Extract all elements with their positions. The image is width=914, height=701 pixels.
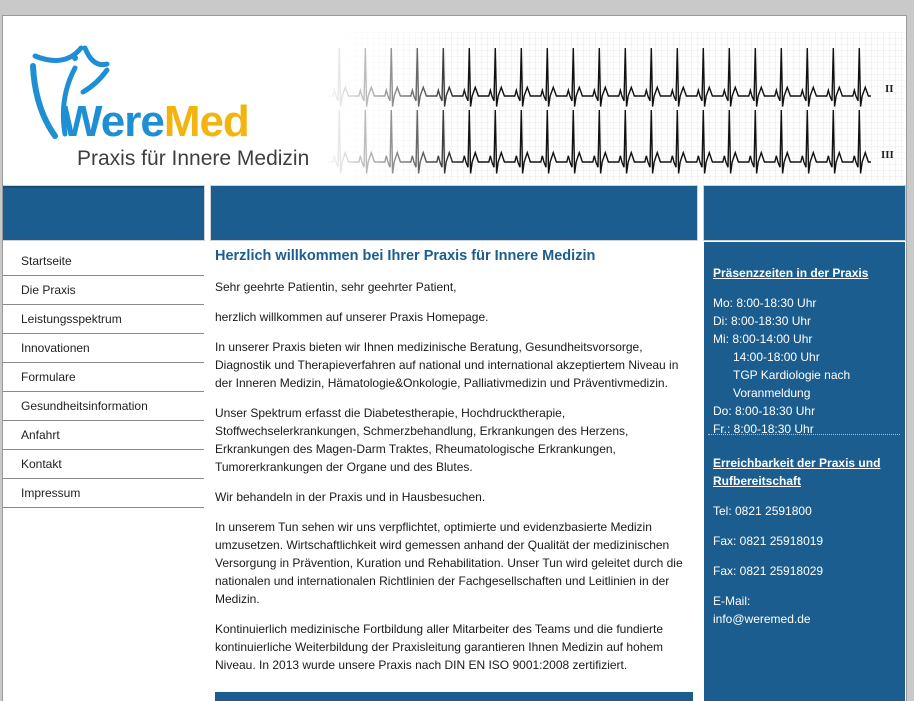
logo[interactable] bbox=[25, 38, 315, 178]
info-panel bbox=[704, 242, 905, 701]
hours-cardiology-note-2: Voranmeldung bbox=[733, 386, 811, 400]
contact-phone: Tel: 0821 2591800 bbox=[713, 504, 812, 518]
logo-subtitle: Praxis für Innere Medizin bbox=[77, 147, 310, 170]
nav-item-anfahrt[interactable]: Anfahrt bbox=[3, 421, 204, 450]
center-header-bar bbox=[211, 186, 697, 240]
contact-fax-2: Fax: 0821 25918029 bbox=[713, 564, 824, 578]
logo-word-part1: Were bbox=[61, 97, 164, 146]
ecg-lead-label-3: III bbox=[881, 149, 894, 161]
logo-wordmark bbox=[61, 97, 249, 146]
ecg-banner-image bbox=[325, 32, 905, 182]
right-sidebar bbox=[704, 186, 905, 701]
hours-friday: Fr.: 8:00-18:30 Uhr bbox=[713, 422, 814, 436]
hours-wednesday-afternoon: 14:00-18:00 Uhr bbox=[733, 350, 820, 364]
nav-item-startseite[interactable]: Startseite bbox=[3, 247, 204, 276]
main-content-column bbox=[211, 186, 697, 686]
hours-cardiology-note: TGP Kardiologie nach bbox=[733, 368, 851, 382]
left-column bbox=[3, 186, 204, 508]
hours-title: Präsenzzeiten in der Praxis bbox=[713, 266, 869, 280]
contact-title-line2[interactable]: Rufbereitschaft bbox=[713, 474, 802, 488]
nav-item-kontakt[interactable]: Kontakt bbox=[3, 450, 204, 479]
content-paragraph-home-visits: Wir behandeln in der Praxis und in Hausbesuchen. bbox=[215, 490, 486, 504]
nav-item-die-praxis[interactable]: Die Praxis bbox=[3, 276, 204, 305]
contact-fax-1: Fax: 0821 25918019 bbox=[713, 534, 824, 548]
nav-item-leistungsspektrum[interactable]: Leistungsspektrum bbox=[3, 305, 204, 334]
hours-thursday: Do: 8:00-18:30 Uhr bbox=[713, 404, 816, 418]
nav-item-formulare[interactable]: Formulare bbox=[3, 363, 204, 392]
nav-item-gesundheitsinformation[interactable]: Gesundheitsinformation bbox=[3, 392, 204, 421]
content-paragraph-services: In unserer Praxis bieten wir Ihnen medizinische Beratung, Gesundheitsvorsorge, Diagnostik und Therapieverfahren auf national und international akzeptiertem Niveau in der Inneren Medizin, Hämatologie&Onkologie, Palliativmedizin und Präventivmedizin. bbox=[215, 340, 679, 390]
nav-item-innovationen[interactable]: Innovationen bbox=[3, 334, 204, 363]
left-header-bar bbox=[3, 186, 204, 240]
content-paragraph-greeting: Sehr geehrte Patientin, sehr geehrter Patient, bbox=[215, 280, 457, 294]
ecg-lead-label-2: II bbox=[885, 83, 894, 95]
page-title: Herzlich willkommen bei Ihrer Praxis für Innere Medizin bbox=[215, 248, 596, 264]
content-paragraph-welcome: herzlich willkommen auf unserer Praxis Homepage. bbox=[215, 310, 489, 324]
main-navigation bbox=[3, 247, 204, 508]
content-paragraph-certification: Kontinuierlich medizinische Fortbildung aller Mitarbeiter des Teams und die fundierte kontinuierliche Weiterbildung der Praxisleitung garantieren Ihnen Medizin auf hohem Niveau. In 2013 wurde unsere Praxis nach DIN EN ISO 9001:2008 zertifiziert. bbox=[215, 622, 664, 672]
logo-word-part2: Med bbox=[163, 97, 249, 146]
main-content bbox=[215, 278, 693, 674]
nav-item-impressum[interactable]: Impressum bbox=[3, 479, 204, 508]
contact-email-link[interactable]: info@weremed.de bbox=[713, 612, 811, 626]
content-paragraph-spectrum: Unser Spektrum erfasst die Diabetestherapie, Hochdrucktherapie, Stoffwechselerkrankungen, Schmerzbehandlung, Erkrankungen des Herzens, Erkrankungen des Magen-Darm Traktes, Rheumatologische Erkrankungen, Tumorerkrankungen der Organe und des Blutes. bbox=[215, 406, 629, 474]
contact-title-line1[interactable]: Erreichbarkeit der Praxis und bbox=[713, 456, 881, 470]
page-frame bbox=[2, 15, 907, 701]
hours-wednesday: Mi: 8:00-14:00 Uhr bbox=[713, 332, 813, 346]
right-header-bar bbox=[704, 186, 905, 240]
header bbox=[3, 16, 906, 184]
contact-email-label: E-Mail: bbox=[713, 594, 751, 608]
hours-tuesday: Di: 8:00-18:30 Uhr bbox=[713, 314, 812, 328]
hours-monday: Mo: 8:00-18:30 Uhr bbox=[713, 296, 817, 310]
sidebar-divider bbox=[708, 434, 900, 435]
content-paragraph-evidence: In unserem Tun sehen wir uns verpflichtet, optimierte und evidenzbasierte Medizin umzusetzen. Wirtschaftlichkeit wird gemessen anhand der Qualität der medizinischen Versorgung in Prävention, Kuration und Rehabilitation. Unser Tun wird geleitet durch die nationalen und internationalen Richtlinien der Fachgesellschaften und Leitlinien in der Medizin. bbox=[215, 520, 683, 606]
